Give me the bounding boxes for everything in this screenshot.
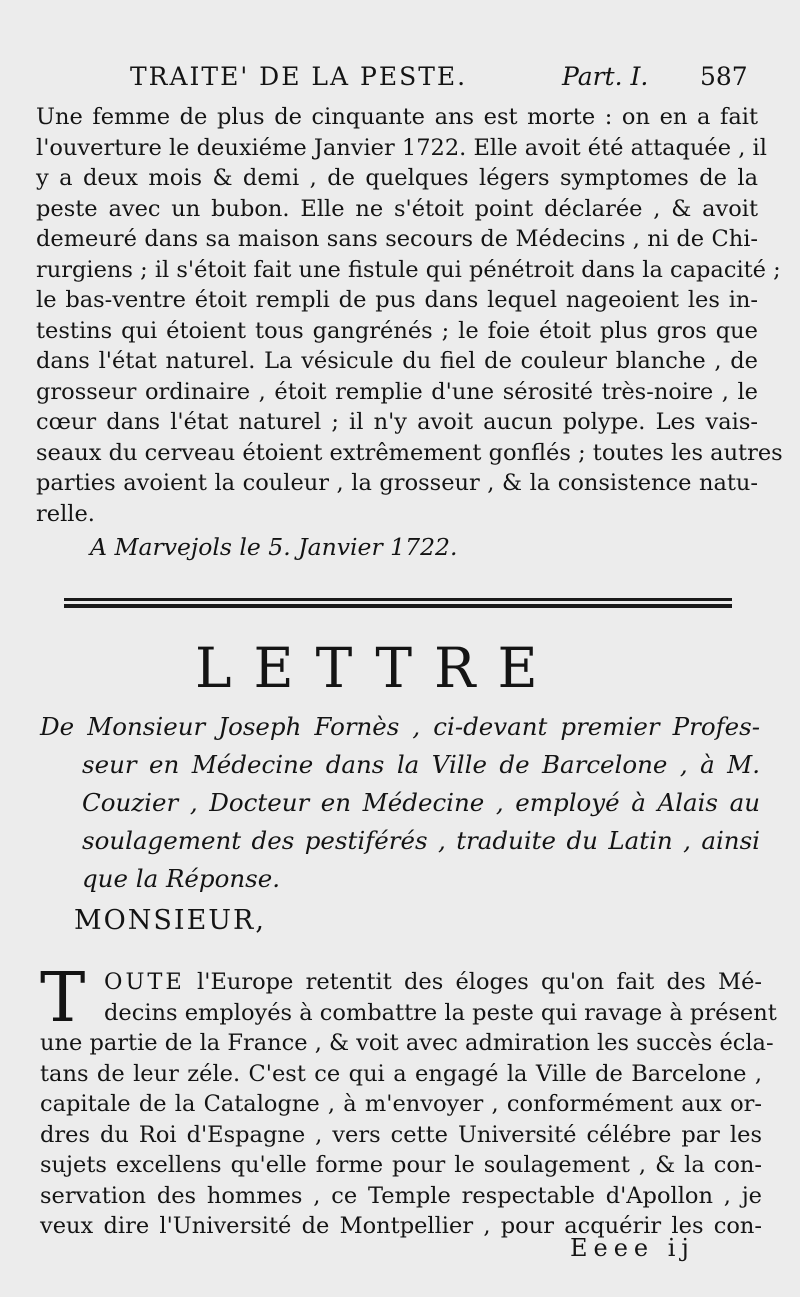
double-rule-divider — [64, 598, 732, 608]
text-line: une partie de la France , & voit avec admiration les succès écla- — [40, 1030, 774, 1056]
text-line: testins qui étoient tous gangrénés ; le foie étoit plus gros que — [36, 317, 758, 344]
text-line: veux dire l'Université de Montpellier , pour acquérir les con- — [40, 1213, 762, 1239]
text-line: grosseur ordinaire , étoit remplie d'une sérosité très-noire , le — [36, 378, 758, 405]
text-line: seaux du cerveau étoient extrêmement gonflés ; toutes les autres — [36, 439, 783, 466]
text-line: servation des hommes , ce Temple respectable d'Apollon , je — [40, 1182, 762, 1209]
text-line: y a deux mois & demi , de quelques légers symptomes de la — [36, 165, 758, 191]
subtitle-line: seur en Médecine dans la Ville de Barcelone , à M. — [82, 750, 760, 779]
text-line: capitale de la Catalogne , à m'envoyer , conformément aux or- — [40, 1091, 762, 1117]
text-line: sujets excellens qu'elle forme pour le soulagement , & la con- — [40, 1152, 762, 1178]
subtitle-line: Couzier , Docteur en Médecine , employé à Alais au — [82, 788, 760, 817]
text-line: le bas-ventre étoit rempli de pus dans lequel nageoient les in- — [36, 287, 758, 313]
rule-thick — [64, 604, 732, 608]
dateline: A Marvejols le 5. Janvier 1722. — [90, 533, 458, 561]
text-line: parties avoient la couleur , la grosseur , & la consistence natu- — [36, 470, 758, 496]
text-line-first — [40, 967, 762, 998]
letter-heading: LETTRE — [195, 636, 560, 700]
running-head — [130, 62, 770, 102]
rule-thin — [64, 598, 732, 601]
subtitle-line: soulagement des pestiférés , traduite du Latin , ainsi — [82, 826, 760, 855]
subtitle-line: De Monsieur Joseph Fornès , ci-devant premier Profes- — [40, 712, 760, 741]
first-line-rest: l'Europe retentit des éloges qu'on fait des Mé- — [184, 969, 762, 995]
text-line: Une femme de plus de cinquante ans est morte : on en a fait — [36, 104, 758, 130]
letter-subtitle — [40, 708, 760, 898]
text-line: demeuré dans sa maison sans secours de Médecins , ni de Chi- — [36, 226, 758, 252]
text-line: decins employés à combattre la peste qui ravage à présent — [104, 999, 777, 1026]
text-line: peste avec un bubon. Elle ne s'étoit point déclarée , & avoit — [36, 195, 758, 222]
drop-cap: T — [40, 959, 86, 1038]
paragraph-letter-body — [40, 967, 777, 1242]
signature-mark: Eeee ij — [570, 1234, 695, 1262]
running-head-part: Part. I. — [562, 62, 649, 91]
subtitle-line: que la Réponse. — [82, 864, 280, 893]
page-number: 587 — [700, 62, 748, 91]
text-line: relle. — [36, 500, 95, 527]
paragraph-autopsy — [36, 102, 783, 529]
text-line: tans de leur zéle. C'est ce qui a engagé la Ville de Barcelone , — [40, 1060, 762, 1087]
text-line: l'ouverture le deuxiéme Janvier 1722. Elle avoit été attaquée , il — [36, 134, 767, 161]
text-line: rurgiens ; il s'étoit fait une fistule qui pénétroit dans la capacité ; — [36, 256, 781, 283]
text-line: cœur dans l'état naturel ; il n'y avoit aucun polype. Les vais- — [36, 409, 758, 435]
salutation: MONSIEUR, — [74, 905, 266, 936]
text-line: dres du Roi d'Espagne , vers cette Université célébre par les — [40, 1121, 762, 1148]
running-head-title: TRAITE' DE LA PESTE. — [130, 62, 468, 91]
text-line: dans l'état naturel. La vésicule du fiel de couleur blanche , de — [36, 348, 758, 374]
first-word-rest: OUTE — [104, 969, 185, 995]
